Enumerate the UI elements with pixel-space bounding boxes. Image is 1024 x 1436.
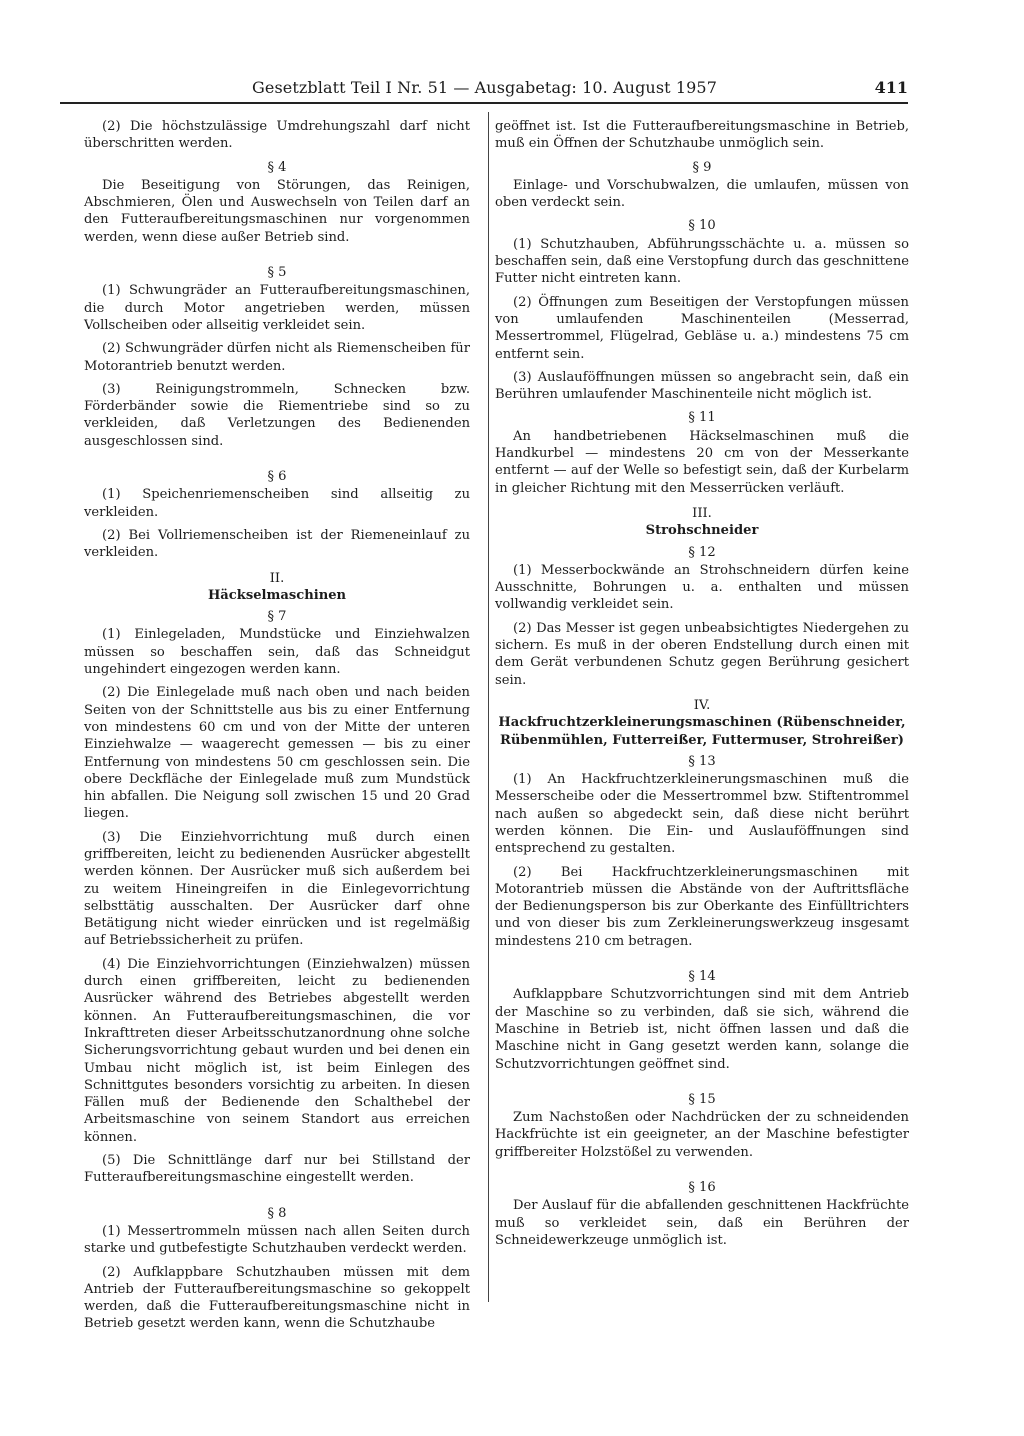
section-number: § 14 xyxy=(688,969,716,985)
paragraph: Der Auslauf für die abfallenden geschnittenen Hackfrüchte muß so verkleidet sein, daß ein Berühren der Schneidewerkzeuge unmöglich ist. xyxy=(495,1198,909,1248)
paragraph: (2) Die höchstzulässige Umdrehungszahl darf nicht überschritten werden. xyxy=(84,119,470,152)
section-number: § 12 xyxy=(688,544,716,560)
section-number: § 4 xyxy=(267,159,287,175)
right-column xyxy=(495,118,909,1255)
paragraph: (1) Einlegeladen, Mundstücke und Einziehwalzen müssen so beschaffen sein, daß das Schneidgut ungehindert eingezogen werden kann. xyxy=(84,627,470,678)
paragraph: (1) Speichenriemenscheiben sind allseitig zu verkleiden. xyxy=(84,487,470,520)
paragraph: Die Beseitigung von Störungen, das Reinigen, Abschmieren, Ölen und Auswechseln von Teilen darf an den Futteraufbereitungsmaschinen nur vorgenommen werden, wenn diese außer Betrieb sind. xyxy=(84,177,470,245)
part-number: II. xyxy=(269,570,285,586)
paragraph: (4) Die Einziehvorrichtungen (Einziehwalzen) müssen durch einen griffbereiten, leicht zu bedienenden Ausrücker während des Betriebes abgestellt werden können. An Futteraufbereitungsmaschinen, die vor Inkrafttreten dieser Arbeitsschutzanordnung ohne solche Sicherungsvorrichtung gebaut wurden und bei denen ein Umbau nicht möglich ist, ist beim Einlegen des Schnittgutes besonders vorsichtig zu arbeiten. In diesen Fällen muß der Bedienende den Schalthebel der Arbeitsmaschine von seinem Standort aus erreichen können. xyxy=(84,956,470,1145)
section-number: § 15 xyxy=(688,1091,716,1107)
paragraph: An handbetriebenen Häckselmaschinen muß die Handkurbel — mindestens 20 cm von der Messerkante entfernt — auf der Welle so befestigt sein, daß der Kurbelarm in gleicher Richtung mit den Messerrücken verläuft. xyxy=(495,428,909,496)
part-heading: Häckselmaschinen xyxy=(207,587,347,603)
paragraph: (2) Schwungräder dürfen nicht als Riemenscheiben für Motorantrieb benutzt werden. xyxy=(84,341,470,374)
header-rule xyxy=(60,102,908,104)
section-number: § 11 xyxy=(688,410,716,426)
paragraph: (2) Bei Hackfruchtzerkleinerungsmaschinen mit Motorantrieb müssen die Abstände von der Auftrittsfläche der Bedienungsperson bis zur Oberkante des Einfülltrichters und von dieser bis zum Zerkleinerungswerkzeug insgesamt mindestens 210 cm betragen. xyxy=(495,864,909,949)
section-number: § 10 xyxy=(688,218,716,234)
paragraph: Aufklappbare Schutzvorrichtungen sind mit dem Antrieb der Maschine so zu verbinden, daß sie sich, während die Maschine in Betrieb ist, nicht öffnen lassen und daß die Maschine nicht in Gang gesetzt werden kann, solange die Schutzvorrichtungen geöffnet sind. xyxy=(495,987,909,1072)
paragraph: Einlage- und Vorschubwalzen, die umlaufen, müssen von oben verdeckt sein. xyxy=(495,177,909,211)
section-number: § 7 xyxy=(267,609,287,625)
part-number: IV. xyxy=(693,697,711,713)
section-number: § 5 xyxy=(267,265,287,281)
paragraph: (2) Aufklappbare Schutzhauben müssen mit dem Antrieb der Futteraufbereitungsmaschine so gekoppelt werden, daß die Futteraufbereitungsmaschine nicht in Betrieb gesetzt werden kann, wenn die Schutzhaube xyxy=(84,1264,470,1332)
paragraph: (1) Messerbockwände an Strohschneidern dürfen keine Ausschnitte, Bohrungen u. a. enthalten und müssen vollwandig verkleidet sein. xyxy=(495,562,909,613)
paragraph: (2) Das Messer ist gegen unbeabsichtigtes Niedergehen zu sichern. Es muß in der oberen Endstellung durch einen mit dem Gerät verbundenen Schutz gegen Berührung gesichert sein. xyxy=(495,620,909,688)
section-number: § 16 xyxy=(688,1180,716,1196)
paragraph: geöffnet ist. Ist die Futteraufbereitungsmaschine in Betrieb, muß ein Öffnen der Schutzhaube unmöglich sein. xyxy=(495,119,909,152)
page-number: 411 xyxy=(874,78,908,97)
section-number: § 8 xyxy=(267,1205,287,1221)
paragraph: (1) Schutzhauben, Abführungsschächte u. a. müssen so beschaffen sein, daß eine Verstopfung durch das geschnittene Futter nicht eintreten kann. xyxy=(495,236,909,287)
page-header xyxy=(60,78,908,102)
column-divider xyxy=(488,112,489,1302)
section-number: § 6 xyxy=(267,469,287,485)
paragraph: (5) Die Schnittlänge darf nur bei Stillstand der Futteraufbereitungsmaschine eingestellt werden. xyxy=(84,1153,470,1186)
part-number: III. xyxy=(692,505,712,521)
paragraph: (3) Die Einziehvorrichtung muß durch einen griffbereiten, leicht zu bedienenden Ausrücker abgestellt werden können. Der Ausrücker muß sich außerdem bei zu weitem Hineingreifen in die Einlegevorrichtung selbsttätig ausschalten. Der Ausrücker darf ohne Betätigung nicht wieder einrücken und ist regelmäßig auf Betriebssicherheit zu prüfen. xyxy=(84,829,470,949)
part-heading: Strohschneider xyxy=(645,523,759,539)
part-heading: Hackfruchtzerkleinerungsmaschinen (Rübenschneider, Rübenmühlen, Futterreißer, Futtermuser, Strohreißer) xyxy=(498,715,906,748)
paragraph: (1) Schwungräder an Futteraufbereitungsmaschinen, die durch Motor angetrieben werden, müssen Vollscheiben oder allseitig verkleidet sein. xyxy=(84,283,470,333)
paragraph: (2) Bei Vollriemenscheiben ist der Riemeneinlauf zu verkleiden. xyxy=(84,527,470,561)
section-number: § 9 xyxy=(692,159,712,175)
paragraph: (2) Öffnungen zum Beseitigen der Verstopfungen müssen von umlaufenden Maschinenteilen (Messerrad, Messertrommel, Flügelrad, Gebläse u. a.) mindestens 75 cm entfernt sein. xyxy=(495,294,909,362)
paragraph: (2) Die Einlegelade muß nach oben und nach beiden Seiten von der Schnittstelle aus bis zu einer Entfernung von mindestens 60 cm und von der Mitte der unteren Einziehwalze — waagerecht gemessen — bis zu einer Entfernung von mindestens 50 cm geschlossen sein. Die obere Deckfläche der Einlegelade muß zum Mundstück hin abfallen. Die Neigung soll zwischen 15 und 20 Grad liegen. xyxy=(84,685,470,822)
running-title: Gesetzblatt Teil I Nr. 51 — Ausgabetag: 10. August 1957 xyxy=(252,78,717,97)
section-number: § 13 xyxy=(688,753,716,769)
paragraph: (1) An Hackfruchtzerkleinerungsmaschinen muß die Messerscheibe oder die Messertrommel bzw. Stiftentrommel nach außen so abgedeckt sein, daß diese nicht berührt werden können. Die Ein- und Auslauföffnungen sind entsprechend zu gestalten. xyxy=(495,772,909,857)
paragraph: Zum Nachstoßen oder Nachdrücken der zu schneidenden Hackfrüchte ist ein geeigneter, an der Maschine befestigter griffbereiter Holzstößel zu verwenden. xyxy=(495,1110,909,1160)
paragraph: (3) Auslauföffnungen müssen so angebracht sein, daß ein Berühren umlaufender Maschinenteile nicht möglich ist. xyxy=(495,369,909,403)
left-column xyxy=(84,118,470,1339)
paragraph: (3) Reinigungstrommeln, Schnecken bzw. Förderbänder sowie die Riementriebe sind so zu verkleiden, daß Verletzungen des Bedienenden ausgeschlossen sind. xyxy=(84,381,470,449)
paragraph: (1) Messertrommeln müssen nach allen Seiten durch starke und gutbefestigte Schutzhauben verdeckt werden. xyxy=(84,1223,470,1257)
